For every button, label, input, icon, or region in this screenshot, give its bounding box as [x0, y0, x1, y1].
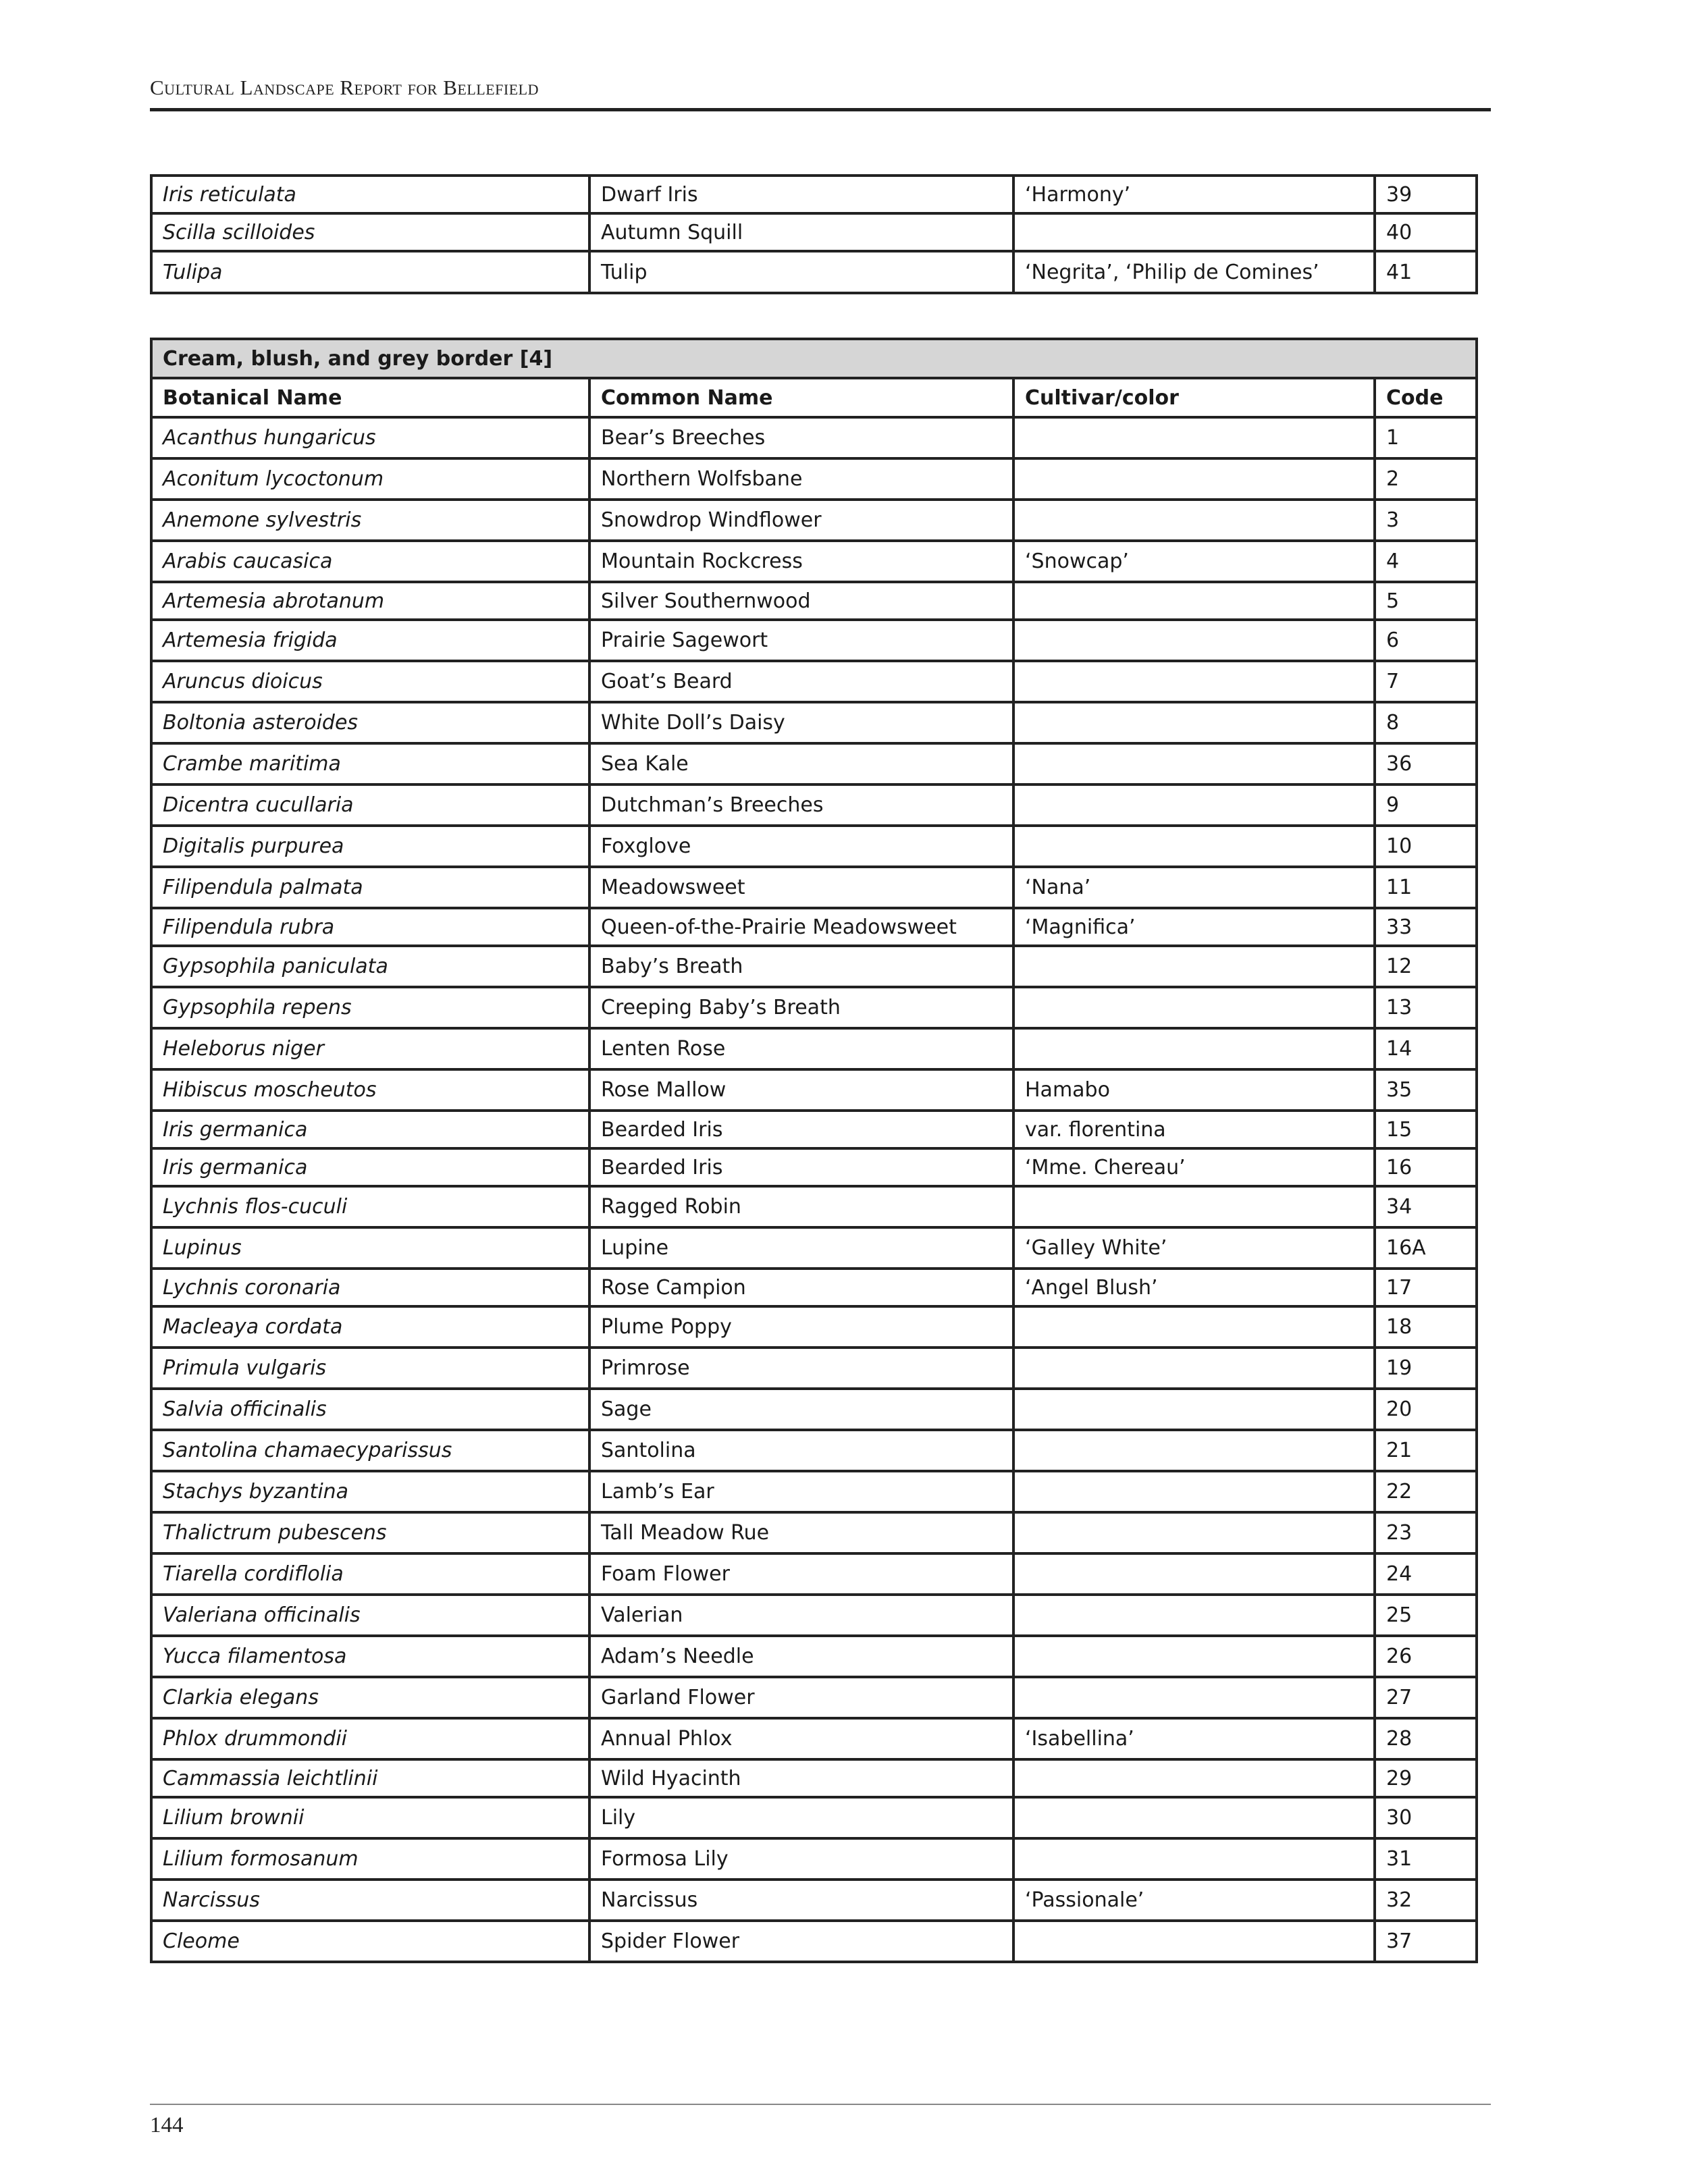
botanical-name-cell: Filipendula rubra [151, 908, 589, 946]
cultivar-cell [1013, 661, 1375, 702]
cultivar-cell [1013, 1677, 1375, 1718]
common-name-cell: Baby’s Breath [589, 946, 1013, 987]
page-number: 144 [150, 2113, 184, 2137]
common-name-cell: Ragged Robin [589, 1186, 1013, 1227]
common-name-cell: Primrose [589, 1348, 1013, 1389]
code-cell: 39 [1375, 176, 1477, 213]
cultivar-cell [1013, 987, 1375, 1028]
table-row [151, 661, 1477, 702]
table-row [151, 946, 1477, 987]
common-name-cell: Annual Phlox [589, 1718, 1013, 1759]
common-name-cell: Bear’s Breeches [589, 417, 1013, 458]
botanical-name-cell: Gypsophila paniculata [151, 946, 589, 987]
common-name-cell: Mountain Rockcress [589, 541, 1013, 582]
botanical-name-cell: Hibiscus moscheutos [151, 1069, 589, 1111]
code-cell: 16 [1375, 1148, 1477, 1186]
common-name-cell: Bearded Iris [589, 1111, 1013, 1148]
table-row [151, 908, 1477, 946]
common-name-cell: White Doll’s Daisy [589, 702, 1013, 743]
botanical-name-cell: Lupinus [151, 1227, 589, 1269]
common-name-cell: Dwarf Iris [589, 176, 1013, 213]
code-cell: 29 [1375, 1759, 1477, 1797]
cultivar-cell: ‘Nana’ [1013, 867, 1375, 908]
cultivar-cell [1013, 417, 1375, 458]
common-name-cell: Adam’s Needle [589, 1636, 1013, 1677]
botanical-name-cell: Santolina chamaecyparissus [151, 1430, 589, 1471]
table-row [151, 620, 1477, 661]
cultivar-cell [1013, 784, 1375, 826]
botanical-name-cell: Narcissus [151, 1880, 589, 1921]
table-row [151, 500, 1477, 541]
cultivar-cell [1013, 946, 1375, 987]
code-cell: 10 [1375, 826, 1477, 867]
common-name-cell: Lupine [589, 1227, 1013, 1269]
table-row [151, 1186, 1477, 1227]
code-cell: 28 [1375, 1718, 1477, 1759]
common-name-cell: Foxglove [589, 826, 1013, 867]
cultivar-cell [1013, 1512, 1375, 1553]
botanical-name-cell: Artemesia frigida [151, 620, 589, 661]
code-cell: 27 [1375, 1677, 1477, 1718]
code-cell: 22 [1375, 1471, 1477, 1512]
botanical-name-cell: Clarkia elegans [151, 1677, 589, 1718]
botanical-name-cell: Tulipa [151, 251, 589, 293]
botanical-name-cell: Iris germanica [151, 1111, 589, 1148]
botanical-name-cell: Scilla scilloides [151, 213, 589, 251]
botanical-name-cell: Arabis caucasica [151, 541, 589, 582]
code-cell: 35 [1375, 1069, 1477, 1111]
cultivar-cell [1013, 1797, 1375, 1838]
table-row [151, 213, 1477, 251]
cultivar-cell [1013, 1553, 1375, 1595]
botanical-name-cell: Cammassia leichtlinii [151, 1759, 589, 1797]
column-header-code: Code [1375, 378, 1477, 417]
code-cell: 8 [1375, 702, 1477, 743]
cultivar-cell [1013, 1471, 1375, 1512]
botanical-name-cell: Iris reticulata [151, 176, 589, 213]
cultivar-cell: ‘Snowcap’ [1013, 541, 1375, 582]
cultivar-cell [1013, 582, 1375, 620]
footer-rule [150, 2104, 1491, 2105]
cultivar-cell [1013, 1389, 1375, 1430]
common-name-cell: Valerian [589, 1595, 1013, 1636]
common-name-cell: Dutchman’s Breeches [589, 784, 1013, 826]
code-cell: 2 [1375, 458, 1477, 500]
common-name-cell: Lamb’s Ear [589, 1471, 1013, 1512]
code-cell: 25 [1375, 1595, 1477, 1636]
common-name-cell: Creeping Baby’s Breath [589, 987, 1013, 1028]
common-name-cell: Silver Southernwood [589, 582, 1013, 620]
table-row [151, 867, 1477, 908]
cultivar-cell: ‘Isabellina’ [1013, 1718, 1375, 1759]
table-row [151, 1636, 1477, 1677]
cultivar-cell [1013, 458, 1375, 500]
code-cell: 18 [1375, 1306, 1477, 1348]
code-cell: 30 [1375, 1797, 1477, 1838]
common-name-cell: Lily [589, 1797, 1013, 1838]
common-name-cell: Bearded Iris [589, 1148, 1013, 1186]
common-name-cell: Sage [589, 1389, 1013, 1430]
common-name-cell: Goat’s Beard [589, 661, 1013, 702]
botanical-name-cell: Salvia officinalis [151, 1389, 589, 1430]
table-row [151, 1921, 1477, 1962]
common-name-cell: Rose Mallow [589, 1069, 1013, 1111]
botanical-name-cell: Boltonia asteroides [151, 702, 589, 743]
column-header-row [151, 378, 1477, 417]
code-cell: 31 [1375, 1838, 1477, 1880]
table-row [151, 582, 1477, 620]
code-cell: 13 [1375, 987, 1477, 1028]
code-cell: 19 [1375, 1348, 1477, 1389]
cultivar-cell [1013, 1595, 1375, 1636]
cultivar-cell [1013, 500, 1375, 541]
botanical-name-cell: Aconitum lycoctonum [151, 458, 589, 500]
botanical-name-cell: Aruncus dioicus [151, 661, 589, 702]
cultivar-cell [1013, 743, 1375, 784]
common-name-cell: Northern Wolfsbane [589, 458, 1013, 500]
code-cell: 36 [1375, 743, 1477, 784]
code-cell: 20 [1375, 1389, 1477, 1430]
botanical-name-cell: Thalictrum pubescens [151, 1512, 589, 1553]
common-name-cell: Sea Kale [589, 743, 1013, 784]
cultivar-cell [1013, 702, 1375, 743]
running-header: Cultural Landscape Report for Bellefield [150, 76, 539, 99]
botanical-name-cell: Acanthus hungaricus [151, 417, 589, 458]
code-cell: 37 [1375, 1921, 1477, 1962]
column-header-common-name: Common Name [589, 378, 1013, 417]
common-name-cell: Santolina [589, 1430, 1013, 1471]
botanical-name-cell: Crambe maritima [151, 743, 589, 784]
table-row [151, 743, 1477, 784]
botanical-name-cell: Artemesia abrotanum [151, 582, 589, 620]
common-name-cell: Formosa Lily [589, 1838, 1013, 1880]
cultivar-cell: ‘Magnifica’ [1013, 908, 1375, 946]
common-name-cell: Foam Flower [589, 1553, 1013, 1595]
code-cell: 5 [1375, 582, 1477, 620]
cultivar-cell: ‘Mme. Chereau’ [1013, 1148, 1375, 1186]
cultivar-cell: var. florentina [1013, 1111, 1375, 1148]
common-name-cell: Lenten Rose [589, 1028, 1013, 1069]
common-name-cell: Spider Flower [589, 1921, 1013, 1962]
botanical-name-cell: Lychnis flos-cuculi [151, 1186, 589, 1227]
code-cell: 17 [1375, 1269, 1477, 1306]
common-name-cell: Prairie Sagewort [589, 620, 1013, 661]
table-row [151, 1677, 1477, 1718]
common-name-cell: Meadowsweet [589, 867, 1013, 908]
table-row [151, 1148, 1477, 1186]
table-row [151, 1512, 1477, 1553]
code-cell: 33 [1375, 908, 1477, 946]
cultivar-cell: ‘Galley White’ [1013, 1227, 1375, 1269]
table-row [151, 1838, 1477, 1880]
code-cell: 34 [1375, 1186, 1477, 1227]
table-row [151, 1797, 1477, 1838]
table-title: Cream, blush, and grey border [4] [151, 339, 1477, 378]
code-cell: 21 [1375, 1430, 1477, 1471]
cultivar-cell: ‘Harmony’ [1013, 176, 1375, 213]
botanical-name-cell: Digitalis purpurea [151, 826, 589, 867]
table-row [151, 1306, 1477, 1348]
cultivar-cell [1013, 1838, 1375, 1880]
code-cell: 7 [1375, 661, 1477, 702]
code-cell: 32 [1375, 1880, 1477, 1921]
code-cell: 40 [1375, 213, 1477, 251]
table-row [151, 1269, 1477, 1306]
header-rule [150, 108, 1491, 111]
common-name-cell: Rose Campion [589, 1269, 1013, 1306]
botanical-name-cell: Cleome [151, 1921, 589, 1962]
table-row [151, 1069, 1477, 1111]
code-cell: 11 [1375, 867, 1477, 908]
botanical-name-cell: Lilium brownii [151, 1797, 589, 1838]
common-name-cell: Narcissus [589, 1880, 1013, 1921]
table-row [151, 1880, 1477, 1921]
botanical-name-cell: Yucca filamentosa [151, 1636, 589, 1677]
table-row [151, 1430, 1477, 1471]
table-row [151, 784, 1477, 826]
table-row [151, 1348, 1477, 1389]
code-cell: 3 [1375, 500, 1477, 541]
botanical-name-cell: Phlox drummondii [151, 1718, 589, 1759]
code-cell: 4 [1375, 541, 1477, 582]
table-row [151, 417, 1477, 458]
botanical-name-cell: Valeriana officinalis [151, 1595, 589, 1636]
botanical-name-cell: Anemone sylvestris [151, 500, 589, 541]
table-row [151, 702, 1477, 743]
botanical-name-cell: Iris germanica [151, 1148, 589, 1186]
common-name-cell: Plume Poppy [589, 1306, 1013, 1348]
botanical-name-cell: Tiarella cordiflolia [151, 1553, 589, 1595]
botanical-name-cell: Stachys byzantina [151, 1471, 589, 1512]
cultivar-cell [1013, 1028, 1375, 1069]
table-row [151, 1227, 1477, 1269]
table-row [151, 1389, 1477, 1430]
common-name-cell: Tall Meadow Rue [589, 1512, 1013, 1553]
common-name-cell: Snowdrop Windflower [589, 500, 1013, 541]
cultivar-cell: ‘Angel Blush’ [1013, 1269, 1375, 1306]
cultivar-cell [1013, 1759, 1375, 1797]
common-name-cell: Garland Flower [589, 1677, 1013, 1718]
botanical-name-cell: Primula vulgaris [151, 1348, 589, 1389]
cultivar-cell [1013, 1636, 1375, 1677]
cultivar-cell [1013, 620, 1375, 661]
table-row [151, 1595, 1477, 1636]
cultivar-cell [1013, 1430, 1375, 1471]
table-row [151, 1111, 1477, 1148]
table-row [151, 176, 1477, 213]
code-cell: 12 [1375, 946, 1477, 987]
table-row [151, 251, 1477, 293]
botanical-name-cell: Gypsophila repens [151, 987, 589, 1028]
code-cell: 16A [1375, 1227, 1477, 1269]
cultivar-cell [1013, 1921, 1375, 1962]
code-cell: 14 [1375, 1028, 1477, 1069]
cultivar-cell [1013, 826, 1375, 867]
table-row [151, 458, 1477, 500]
cultivar-cell: ‘Passionale’ [1013, 1880, 1375, 1921]
code-cell: 1 [1375, 417, 1477, 458]
code-cell: 41 [1375, 251, 1477, 293]
table-row [151, 987, 1477, 1028]
common-name-cell: Autumn Squill [589, 213, 1013, 251]
code-cell: 23 [1375, 1512, 1477, 1553]
botanical-name-cell: Lilium formosanum [151, 1838, 589, 1880]
cultivar-cell [1013, 1186, 1375, 1227]
common-name-cell: Tulip [589, 251, 1013, 293]
botanical-name-cell: Filipendula palmata [151, 867, 589, 908]
code-cell: 6 [1375, 620, 1477, 661]
code-cell: 9 [1375, 784, 1477, 826]
botanical-name-cell: Macleaya cordata [151, 1306, 589, 1348]
botanical-name-cell: Lychnis coronaria [151, 1269, 589, 1306]
column-header-cultivar-color: Cultivar/color [1013, 378, 1375, 417]
continued-plant-table [150, 174, 1478, 294]
botanical-name-cell: Dicentra cucullaria [151, 784, 589, 826]
code-cell: 24 [1375, 1553, 1477, 1595]
code-cell: 26 [1375, 1636, 1477, 1677]
cultivar-cell: ‘Negrita’, ‘Philip de Comines’ [1013, 251, 1375, 293]
table-row [151, 1471, 1477, 1512]
common-name-cell: Wild Hyacinth [589, 1759, 1013, 1797]
code-cell: 15 [1375, 1111, 1477, 1148]
table-row [151, 541, 1477, 582]
cultivar-cell: Hamabo [1013, 1069, 1375, 1111]
column-header-botanical-name: Botanical Name [151, 378, 589, 417]
botanical-name-cell: Heleborus niger [151, 1028, 589, 1069]
table-row [151, 1028, 1477, 1069]
table-row [151, 1553, 1477, 1595]
table-row [151, 1759, 1477, 1797]
cultivar-cell [1013, 1306, 1375, 1348]
cultivar-cell [1013, 1348, 1375, 1389]
table-body [151, 417, 1477, 1962]
common-name-cell: Queen-of-the-Prairie Meadowsweet [589, 908, 1013, 946]
table-row [151, 826, 1477, 867]
table-row [151, 1718, 1477, 1759]
table-title-row [151, 339, 1477, 378]
cultivar-cell [1013, 213, 1375, 251]
border-plant-table [150, 338, 1478, 1963]
